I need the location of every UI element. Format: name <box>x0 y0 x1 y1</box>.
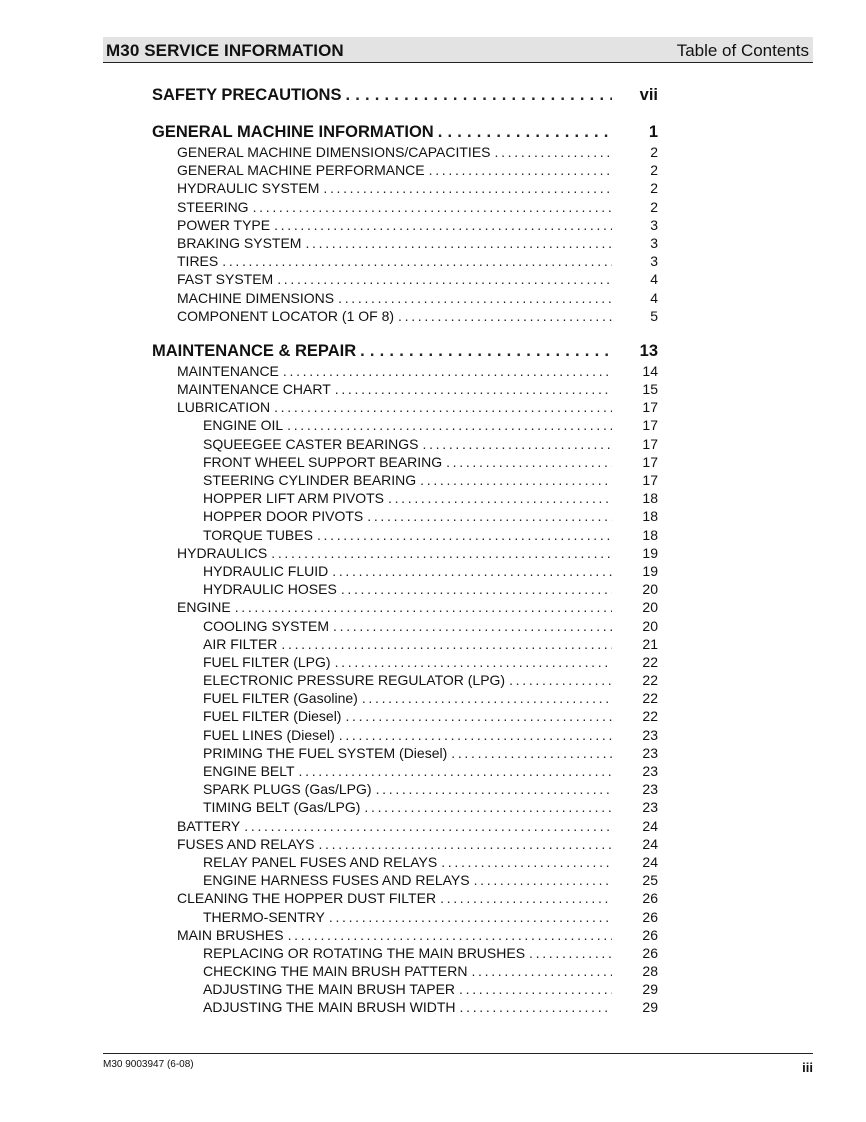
toc-entry[interactable] <box>152 908 658 926</box>
toc-entry[interactable] <box>152 161 658 179</box>
toc-entry[interactable] <box>152 653 658 671</box>
dot-leader <box>299 762 612 780</box>
toc-entry-title: BRAKING SYSTEM <box>177 234 302 251</box>
toc-entry-title: TORQUE TUBES <box>203 526 313 543</box>
dot-leader <box>332 562 612 580</box>
dot-leader <box>441 853 612 871</box>
dot-leader <box>244 817 612 835</box>
toc-entry[interactable] <box>152 744 658 762</box>
dot-leader <box>398 307 612 325</box>
toc-entry[interactable] <box>152 380 658 398</box>
toc-entry-page: 17 <box>642 417 658 434</box>
toc-entry-title: ENGINE HARNESS FUSES AND RELAYS <box>203 872 470 889</box>
toc-entry-title: COMPONENT LOCATOR (1 OF 8) <box>177 307 395 324</box>
dot-leader <box>235 598 612 616</box>
toc-entry-title: AIR FILTER <box>203 635 278 652</box>
dot-leader <box>376 780 612 798</box>
toc-entry[interactable] <box>152 362 658 380</box>
toc-entry-page: 20 <box>642 581 658 598</box>
toc-entry-title: ELECTRONIC PRESSURE REGULATOR (LPG) <box>203 672 506 689</box>
toc-entry-page: 2 <box>650 198 658 215</box>
toc-entry-title: MAINTENANCE & REPAIR <box>152 341 357 360</box>
toc-entry[interactable] <box>152 562 658 580</box>
dot-leader <box>362 689 612 707</box>
toc-entry-title: STEERING <box>177 198 249 215</box>
dot-leader <box>335 380 612 398</box>
toc-entry-page: 23 <box>642 799 658 816</box>
toc-entry-title: RELAY PANEL FUSES AND RELAYS <box>203 853 438 870</box>
dot-leader <box>333 617 612 635</box>
toc-entry-page: 22 <box>642 672 658 689</box>
page-header <box>103 37 813 63</box>
toc-entry-page: 26 <box>642 908 658 925</box>
table-of-contents <box>152 84 658 1017</box>
toc-entry[interactable] <box>152 471 658 489</box>
toc-entry[interactable] <box>152 707 658 725</box>
toc-entry-page: 17 <box>642 472 658 488</box>
dot-leader <box>318 835 612 853</box>
toc-entry[interactable] <box>152 544 658 562</box>
toc-entry-title: ENGINE BELT <box>203 763 295 779</box>
toc-entry-page: 20 <box>642 599 658 616</box>
toc-entry[interactable] <box>152 853 658 871</box>
toc-entry-title: ADJUSTING THE MAIN BRUSH WIDTH <box>203 999 456 1016</box>
dot-leader <box>360 340 612 362</box>
dot-leader <box>341 580 612 598</box>
toc-entry-title: POWER TYPE <box>177 216 271 233</box>
toc-entry[interactable] <box>152 489 658 507</box>
toc-entry-title: FUEL FILTER (LPG) <box>203 653 331 670</box>
dot-leader <box>339 726 612 744</box>
toc-entry-page: 26 <box>642 890 658 907</box>
toc-entry-title: MAINTENANCE <box>177 362 279 379</box>
dot-leader <box>271 544 612 562</box>
dot-leader <box>529 944 612 962</box>
toc-entry-title: ENGINE OIL <box>203 417 284 434</box>
dot-leader <box>495 143 613 161</box>
toc-entry[interactable] <box>152 234 658 252</box>
toc-entry-page: 23 <box>642 744 658 761</box>
toc-entry-page: 3 <box>650 216 658 233</box>
dot-leader <box>277 270 612 288</box>
toc-entry-page: 29 <box>642 999 658 1016</box>
dot-leader <box>420 471 612 489</box>
toc-entry-title: SPARK PLUGS (Gas/LPG) <box>203 781 372 798</box>
toc-entry-page: 26 <box>642 944 658 961</box>
dot-leader <box>451 744 612 762</box>
toc-section-entry[interactable] <box>152 340 658 362</box>
toc-entry-page: 23 <box>642 781 658 798</box>
toc-entry-page: 15 <box>642 381 658 398</box>
dot-leader <box>471 962 612 980</box>
toc-entry-page: 21 <box>642 635 658 652</box>
dot-leader <box>474 871 612 889</box>
toc-entry-page: 24 <box>642 853 658 870</box>
toc-entry[interactable] <box>152 926 658 944</box>
toc-entry-title: BATTERY <box>177 817 241 834</box>
toc-entry-page: 24 <box>642 835 658 852</box>
dot-leader <box>335 653 612 671</box>
toc-entry-page: 18 <box>642 508 658 525</box>
toc-entry[interactable] <box>152 198 658 216</box>
toc-entry[interactable] <box>152 598 658 616</box>
toc-entry[interactable] <box>152 179 658 197</box>
toc-entry-title: HYDRAULIC SYSTEM <box>177 180 320 197</box>
toc-entry[interactable] <box>152 289 658 307</box>
toc-entry-page: 18 <box>642 526 658 543</box>
toc-section-entry[interactable] <box>152 84 658 106</box>
toc-entry-page: 17 <box>642 453 658 470</box>
section-title: Table of Contents <box>676 41 809 60</box>
toc-entry-page: 28 <box>642 963 658 980</box>
toc-entry-page: 1 <box>648 123 658 141</box>
dot-leader <box>281 635 612 653</box>
toc-entry[interactable] <box>152 252 658 270</box>
toc-entry-page: 2 <box>650 144 658 160</box>
toc-entry-page: 4 <box>650 289 658 306</box>
toc-entry[interactable] <box>152 671 658 689</box>
toc-entry[interactable] <box>152 270 658 288</box>
toc-entry[interactable] <box>152 817 658 835</box>
toc-entry-page: 24 <box>642 817 658 834</box>
toc-entry-title: ENGINE <box>177 599 231 616</box>
dot-leader <box>283 362 612 380</box>
toc-entry[interactable] <box>152 944 658 962</box>
toc-entry-title: HOPPER DOOR PIVOTS <box>203 508 364 525</box>
dot-leader <box>438 121 612 143</box>
toc-entry[interactable] <box>152 307 658 325</box>
toc-entry[interactable] <box>152 435 658 453</box>
dot-leader <box>345 707 612 725</box>
toc-entry[interactable] <box>152 143 658 161</box>
dot-leader <box>460 998 612 1016</box>
toc-entry-title: MAINTENANCE CHART <box>177 381 331 398</box>
toc-entry[interactable] <box>152 617 658 635</box>
toc-entry[interactable] <box>152 453 658 471</box>
toc-entry[interactable] <box>152 416 658 434</box>
dot-leader <box>323 179 612 197</box>
toc-entry-page: 18 <box>642 490 658 507</box>
toc-entry[interactable] <box>152 507 658 525</box>
toc-entry-page: 4 <box>650 271 658 288</box>
toc-entry-title: FUEL FILTER (Gasoline) <box>203 690 358 707</box>
toc-entry[interactable] <box>152 998 658 1016</box>
toc-entry-page: 23 <box>642 726 658 743</box>
toc-entry-title: REPLACING OR ROTATING THE MAIN BRUSHES <box>203 944 526 961</box>
toc-entry-page: 2 <box>650 180 658 197</box>
toc-entry-title: HYDRAULICS <box>177 544 268 561</box>
toc-entry-page: 3 <box>650 253 658 270</box>
toc-entry-page: vii <box>639 86 658 104</box>
toc-entry[interactable] <box>152 635 658 653</box>
dot-leader <box>288 926 612 944</box>
toc-entry-page: 14 <box>642 362 658 379</box>
dot-leader <box>274 398 612 416</box>
toc-entry-page: 2 <box>650 162 658 179</box>
dot-leader <box>446 453 612 471</box>
toc-entry[interactable] <box>152 798 658 816</box>
toc-entry[interactable] <box>152 526 658 544</box>
dot-leader <box>338 289 612 307</box>
dot-leader <box>429 161 612 179</box>
toc-entry[interactable] <box>152 889 658 907</box>
dot-leader <box>305 234 612 252</box>
toc-entry-title: FUEL LINES (Diesel) <box>203 726 335 743</box>
dot-leader <box>388 489 612 507</box>
toc-entry[interactable] <box>152 780 658 798</box>
dot-leader <box>329 908 612 926</box>
toc-entry-title: SAFETY PRECAUTIONS <box>152 86 342 104</box>
dot-leader <box>459 980 612 998</box>
dot-leader <box>287 416 612 434</box>
toc-entry-title: SQUEEGEE CASTER BEARINGS <box>203 435 419 452</box>
toc-entry[interactable] <box>152 871 658 889</box>
toc-section-entry[interactable] <box>152 121 658 143</box>
toc-entry-title: ADJUSTING THE MAIN BRUSH TAPER <box>203 981 456 998</box>
toc-entry-title: COOLING SYSTEM <box>203 617 330 634</box>
section-spacer <box>152 325 658 340</box>
page-number: iii <box>802 1060 813 1075</box>
toc-entry[interactable] <box>152 216 658 234</box>
toc-entry[interactable] <box>152 980 658 998</box>
footer-divider <box>103 1053 813 1054</box>
toc-entry-page: 22 <box>642 690 658 707</box>
dot-leader <box>317 526 612 544</box>
toc-entry-title: THERMO-SENTRY <box>203 908 325 925</box>
toc-entry-title: CLEANING THE HOPPER DUST FILTER <box>177 890 437 907</box>
toc-entry-title: GENERAL MACHINE DIMENSIONS/CAPACITIES <box>177 144 491 160</box>
toc-entry[interactable] <box>152 689 658 707</box>
toc-entry-page: 22 <box>642 653 658 670</box>
dot-leader <box>364 798 612 816</box>
toc-entry[interactable] <box>152 762 658 780</box>
toc-entry-title: PRIMING THE FUEL SYSTEM (Diesel) <box>203 744 448 761</box>
dot-leader <box>367 507 612 525</box>
toc-entry-page: 17 <box>642 435 658 452</box>
toc-entry-title: TIMING BELT (Gas/LPG) <box>203 799 361 816</box>
toc-entry-title: FRONT WHEEL SUPPORT BEARING <box>203 453 443 470</box>
toc-entry-page: 29 <box>642 981 658 998</box>
toc-entry-page: 17 <box>642 399 658 416</box>
toc-entry-title: MAIN BRUSHES <box>177 926 284 943</box>
toc-entry-page: 5 <box>650 307 658 324</box>
section-spacer <box>152 106 658 121</box>
toc-entry-page: 13 <box>639 341 658 360</box>
toc-entry[interactable] <box>152 726 658 744</box>
toc-entry-title: HOPPER LIFT ARM PIVOTS <box>203 490 385 507</box>
dot-leader <box>423 435 613 453</box>
toc-entry-title: FAST SYSTEM <box>177 271 274 288</box>
toc-entry-title: GENERAL MACHINE PERFORMANCE <box>177 162 425 179</box>
manual-title: M30 SERVICE INFORMATION <box>106 41 344 60</box>
toc-entry-title: HYDRAULIC FLUID <box>203 562 329 579</box>
toc-entry-page: 20 <box>642 617 658 634</box>
toc-entry-page: 3 <box>650 234 658 251</box>
toc-entry-page: 23 <box>642 763 658 779</box>
toc-entry-page: 25 <box>642 872 658 889</box>
dot-leader <box>222 252 612 270</box>
toc-entry-page: 26 <box>642 926 658 943</box>
toc-entry-title: LUBRICATION <box>177 399 271 416</box>
toc-entry[interactable] <box>152 962 658 980</box>
toc-entry[interactable] <box>152 835 658 853</box>
toc-entry-title: TIRES <box>177 253 219 270</box>
dot-leader <box>253 198 612 216</box>
toc-entry-title: MACHINE DIMENSIONS <box>177 289 335 306</box>
dot-leader <box>345 84 612 106</box>
toc-entry-title: CHECKING THE MAIN BRUSH PATTERN <box>203 963 468 980</box>
toc-entry-title: GENERAL MACHINE INFORMATION <box>152 123 434 141</box>
dot-leader <box>440 889 612 907</box>
toc-entry-title: STEERING CYLINDER BEARING <box>203 472 417 488</box>
toc-entry-page: 19 <box>642 544 658 561</box>
toc-entry-title: FUEL FILTER (Diesel) <box>203 708 342 725</box>
toc-entry[interactable] <box>152 398 658 416</box>
dot-leader <box>509 671 612 689</box>
toc-entry-page: 19 <box>642 562 658 579</box>
document-number: M30 9003947 (6-08) <box>103 1059 194 1070</box>
toc-entry-title: HYDRAULIC HOSES <box>203 581 337 598</box>
toc-entry-title: FUSES AND RELAYS <box>177 835 315 852</box>
dot-leader <box>274 216 612 234</box>
toc-entry[interactable] <box>152 580 658 598</box>
toc-entry-page: 22 <box>642 708 658 725</box>
